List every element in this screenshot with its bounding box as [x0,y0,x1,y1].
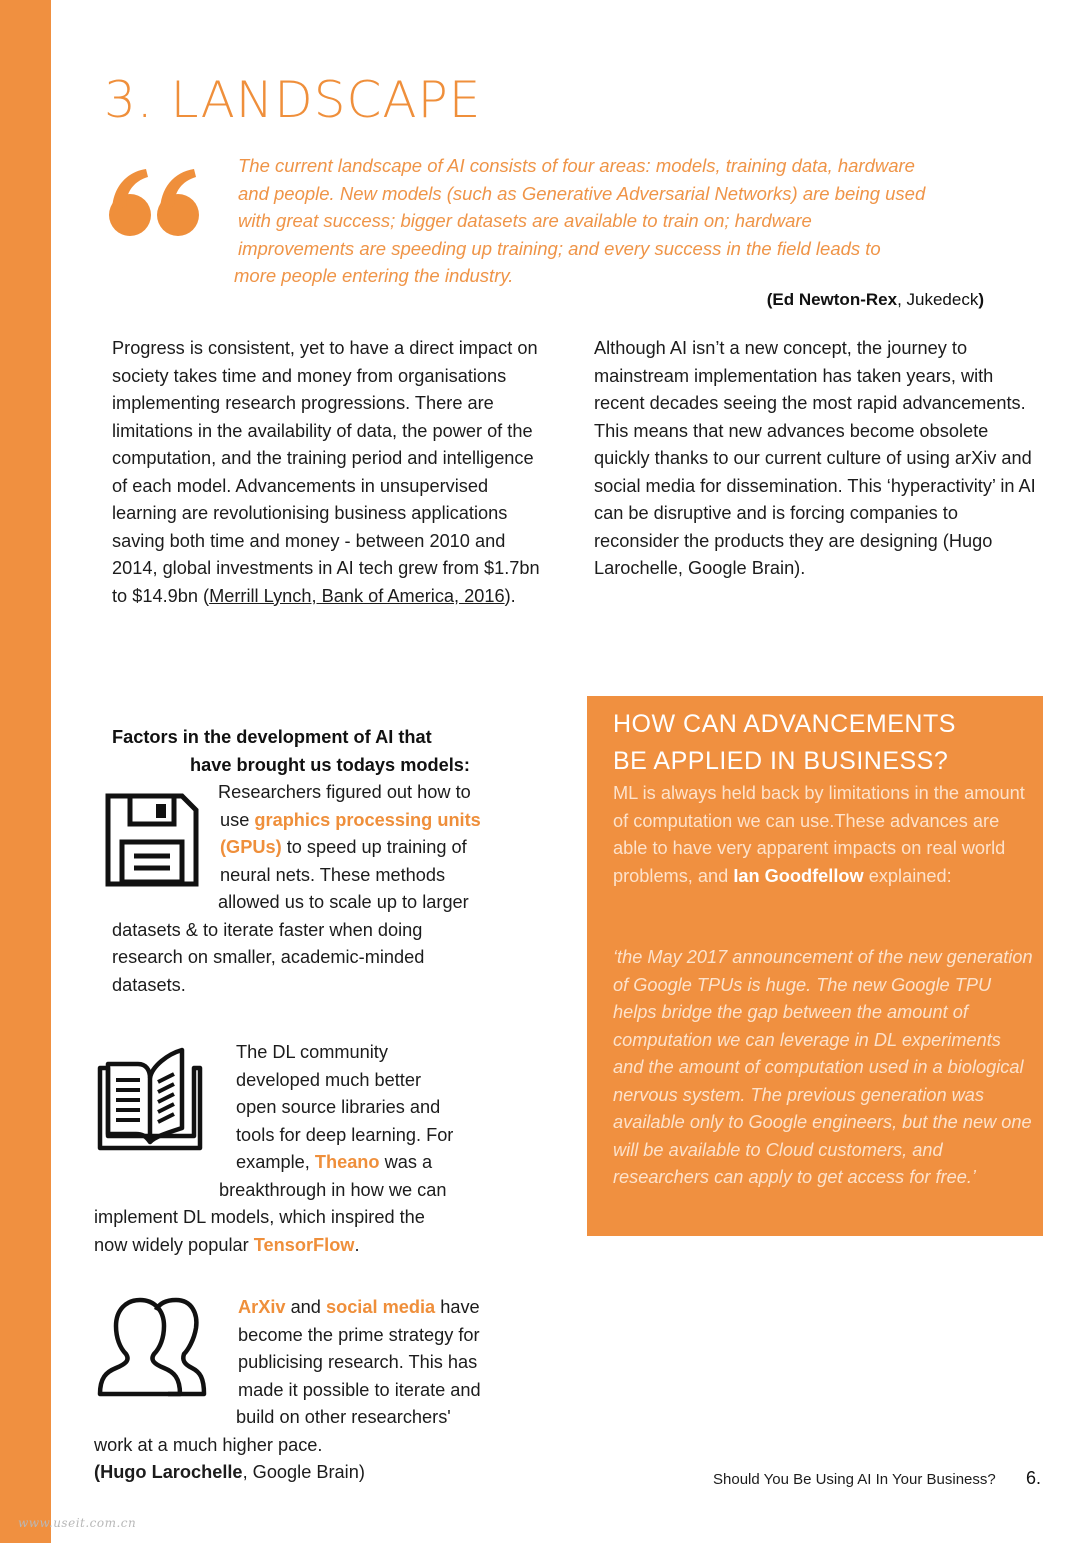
factor-item-gpus [112,779,532,999]
text-line: build on other researchers' [236,1407,451,1427]
text-line: datasets & to iterate faster when doing [112,919,423,940]
attribution-rest: , Jukedeck [897,290,979,309]
text-span: . [354,1234,360,1255]
callout-title-line1: HOW CAN ADVANCEMENTS [613,710,956,738]
highlight-theano: Theano [314,1152,380,1172]
callout-title [613,706,1033,780]
page-title: 3. LANDSCAPE [104,71,482,129]
page-number: 6. [1026,1468,1042,1488]
callout-person-name: Ian Goodfellow [733,865,864,886]
text-line: breakthrough in how we can [219,1179,447,1200]
callout-box [587,696,1043,1236]
text-line: datasets. [112,974,186,995]
text-line: open source libraries and [236,1097,441,1117]
text-span: to speed up training of [281,837,467,857]
footer-text: Should You Be Using AI In Your Business? [713,1471,996,1488]
text-span: was a [379,1152,433,1172]
factors-heading [112,724,512,779]
sidebar-accent-bar [0,0,51,1543]
text-line: developed much better [236,1069,422,1090]
highlight-tensorflow: TensorFlow [253,1234,355,1255]
pull-quote [234,152,1008,290]
text-line: research on smaller, academic-minded [112,947,425,967]
quote-line: The current landscape of AI consists of four areas: models, training data, hardware [238,155,915,176]
paragraph-tail: ). [504,585,516,606]
attribution-open: ( [766,290,773,309]
text-line [112,834,532,862]
watermark: www.useit.com.cn [18,1516,137,1530]
text-line: allowed us to scale up to larger [218,892,469,912]
attribution-close: ) [978,290,984,309]
citation-line [94,1459,534,1487]
callout-quote: ‘the May 2017 announcement of the new generation of Google TPUs is huge. The new Google TPU helps bridge the gap between the amount of computation we can leverage in DL experiments and the amount of computation used in a biological nervous system. The previous generation was available only to Google engineers, but the new one will be available to Cloud customers, and researchers can apply to get access for free.’ [613,947,1033,1187]
text-span: use [220,809,255,830]
text-line: implement DL models, which inspired the [94,1207,425,1227]
callout-title-line2: BE APPLIED IN BUSINESS? [613,747,949,775]
text-line [94,1294,534,1322]
body-column-right [594,335,1044,583]
text-line: publicising research. This has [238,1352,478,1372]
text-span: have [435,1297,480,1317]
paragraph-text: Progress is consistent, yet to have a direct impact on society takes time and money from organisations implementing research progressions. There are limitations in the availability of data, the power of the computation, and the training period and intelligence of each model. Advancements in unsupervised learning are revolutionising business applications saving both time and money - between 2010 and 2014, global investments in AI tech grew from $1.7bn to $14.9bn ( [112,338,540,606]
text-line [112,807,532,835]
citation-link[interactable]: Merrill Lynch, Bank of America, 2016 [209,585,505,606]
paragraph-text: Although AI isn’t a new concept, the journey to mainstream implementation has taken years, with recent decades seeing the most rapid advancements. This means that new advances become obsolete quickly thanks to our current culture of using arXiv and social media for dissemination. This ‘hyperactivity’ in AI can be disruptive and is forcing companies to reconsider the products they are designing (Hugo Larochelle, Google Brain). [594,338,1036,578]
text-line: tools for deep learning. For [236,1124,454,1145]
factor-item-arxiv [94,1294,534,1487]
callout-body-text: ML is always held back by limitations in the amount of computation we can use.These advances are able to have very apparent impacts on real world problems, and [613,783,1025,886]
callout-body [613,780,1033,890]
text-span: and [285,1297,326,1317]
highlight-social-media: social media [325,1297,436,1317]
factors-heading-line2: have brought us todays models: [190,754,470,775]
attribution-name: Ed Newton-Rex [772,290,898,309]
cite-name: Hugo Larochelle [100,1462,243,1482]
body-column-left [112,335,552,610]
cite-open: ( [94,1462,101,1482]
factors-heading-line1: Factors in the development of AI that [112,727,432,747]
factor-item-libraries [94,1039,534,1259]
quote-line: with great success; bigger datasets are available to train on; hardware [238,210,812,232]
quote-line: improvements are speeding up training; and every success in the field leads to [238,237,881,259]
text-line [94,1232,534,1260]
text-span: now widely popular [94,1234,254,1255]
quote-line: more people entering the industry. [234,265,514,287]
text-line: Researchers figured out how to [218,782,471,802]
text-line: neural nets. These methods [220,864,446,885]
text-line [94,1149,534,1177]
text-line: work at a much higher pace. [94,1434,323,1455]
text-line: The DL community [236,1042,388,1062]
cite-rest: , Google Brain) [242,1462,365,1482]
quotation-mark-icon [108,168,200,238]
highlight-gpus-abbr: (GPUs) [220,837,282,857]
text-span: example, [236,1152,315,1172]
highlight-arxiv: ArXiv [238,1297,286,1317]
highlight-gpus: graphics processing units [254,809,481,830]
quote-attribution [767,290,984,310]
text-line: become the prime strategy for [238,1324,480,1345]
callout-body-tail: explained: [863,865,952,886]
text-line: made it possible to iterate and [238,1379,481,1400]
quote-line: and people. New models (such as Generative Adversarial Networks) are being used [238,182,926,204]
